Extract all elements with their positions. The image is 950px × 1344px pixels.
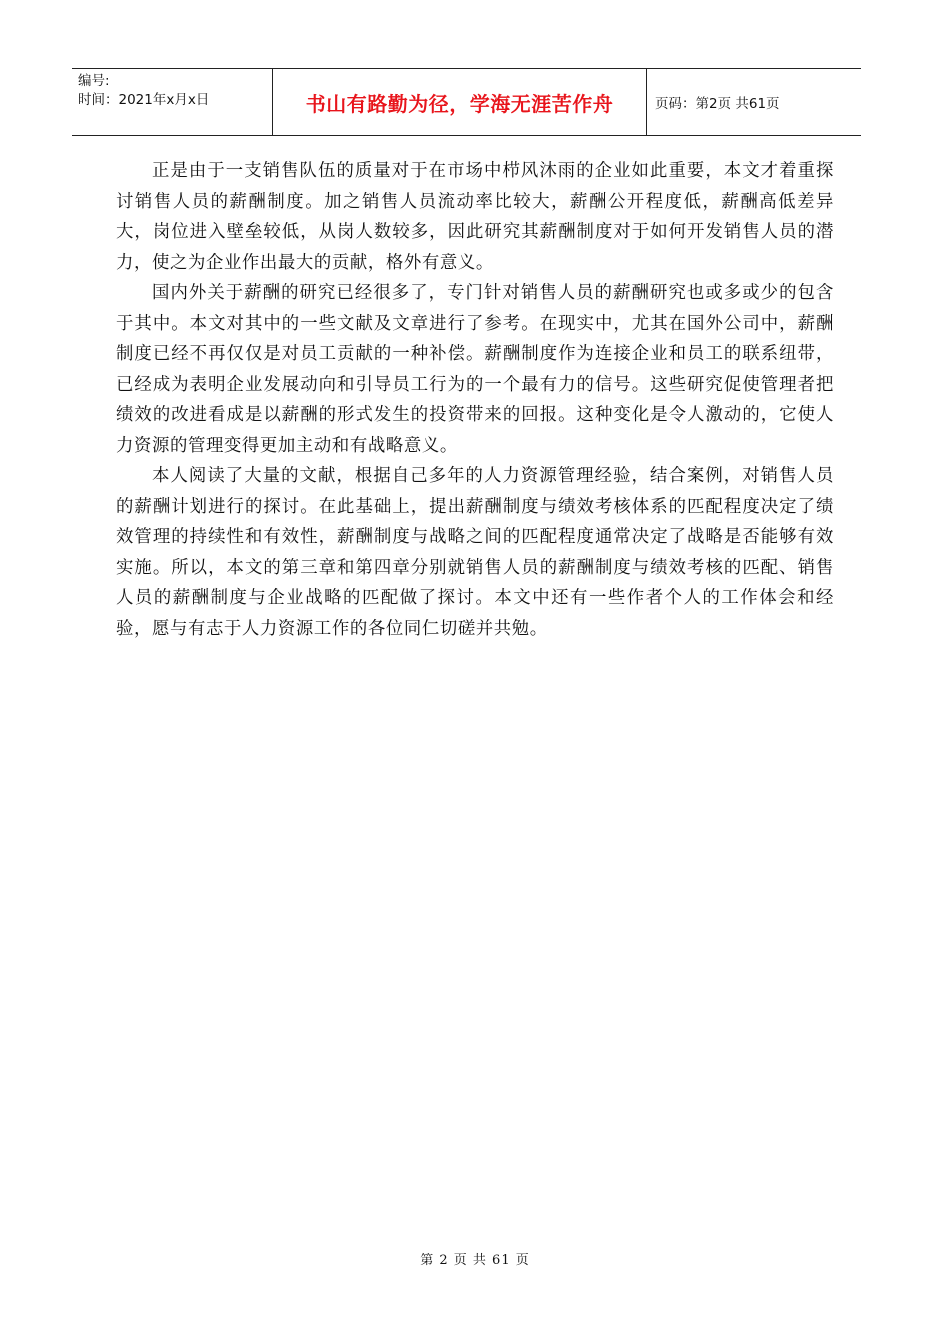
body-paragraph: 本人阅读了大量的文献，根据自己多年的人力资源管理经验，结合案例，对销售人员的薪酬计划进行的探讨。在此基础上，提出薪酬制度与绩效考核体系的匹配程度决定了绩效管理的持续性和有效性，薪酬制度与战略之间的匹配程度通常决定了战略是否能够有效实施。所以，本文的第三章和第四章分别就销售人员的薪酬制度与绩效考核的匹配、销售人员的薪酬制度与企业战略的匹配做了探讨。本文中还有一些作者个人的工作体会和经验，愿与有志于人力资源工作的各位同仁切磋并共勉。 bbox=[116, 466, 834, 639]
page-header bbox=[72, 68, 861, 136]
date-label: 时间：2021年x月x日 bbox=[78, 92, 210, 108]
body-paragraph: 国内外关于薪酬的研究已经很多了，专门针对销售人员的薪酬研究也或多或少的包含于其中。本文对其中的一些文献及文章进行了参考。在现实中，尤其在国外公司中，薪酬制度已经不再仅仅是对员工贡献的一种补偿。薪酬制度作为连接企业和员工的联系纽带，已经成为表明企业发展动向和引导员工行为的一个最有力的信号。这些研究促使管理者把绩效的改进看成是以薪酬的形式发生的投资带来的回报。这种变化是令人激动的，它使人力资源的管理变得更加主动和有战略意义。 bbox=[116, 283, 834, 456]
page-footer: 第 2 页 共 61 页 bbox=[420, 1253, 530, 1268]
motto-text: 书山有路勤为径，学海无涯苦作舟 bbox=[305, 91, 614, 116]
header-page-cell bbox=[647, 69, 861, 135]
header-motto-cell bbox=[273, 69, 647, 135]
serial-number-label: 编号: bbox=[78, 73, 110, 89]
header-meta-cell bbox=[72, 69, 273, 135]
document-body bbox=[116, 156, 834, 644]
page-info-text: 页码：第2页 共61页 bbox=[655, 96, 780, 112]
body-paragraph: 正是由于一支销售队伍的质量对于在市场中栉风沐雨的企业如此重要，本文才着重探讨销售人员的薪酬制度。加之销售人员流动率比较大，薪酬公开程度低，薪酬高低差异大，岗位进入壁垒较低，从岗人数较多，因此研究其薪酬制度对于如何开发销售人员的潜力，使之为企业作出最大的贡献，格外有意义。 bbox=[116, 161, 834, 273]
